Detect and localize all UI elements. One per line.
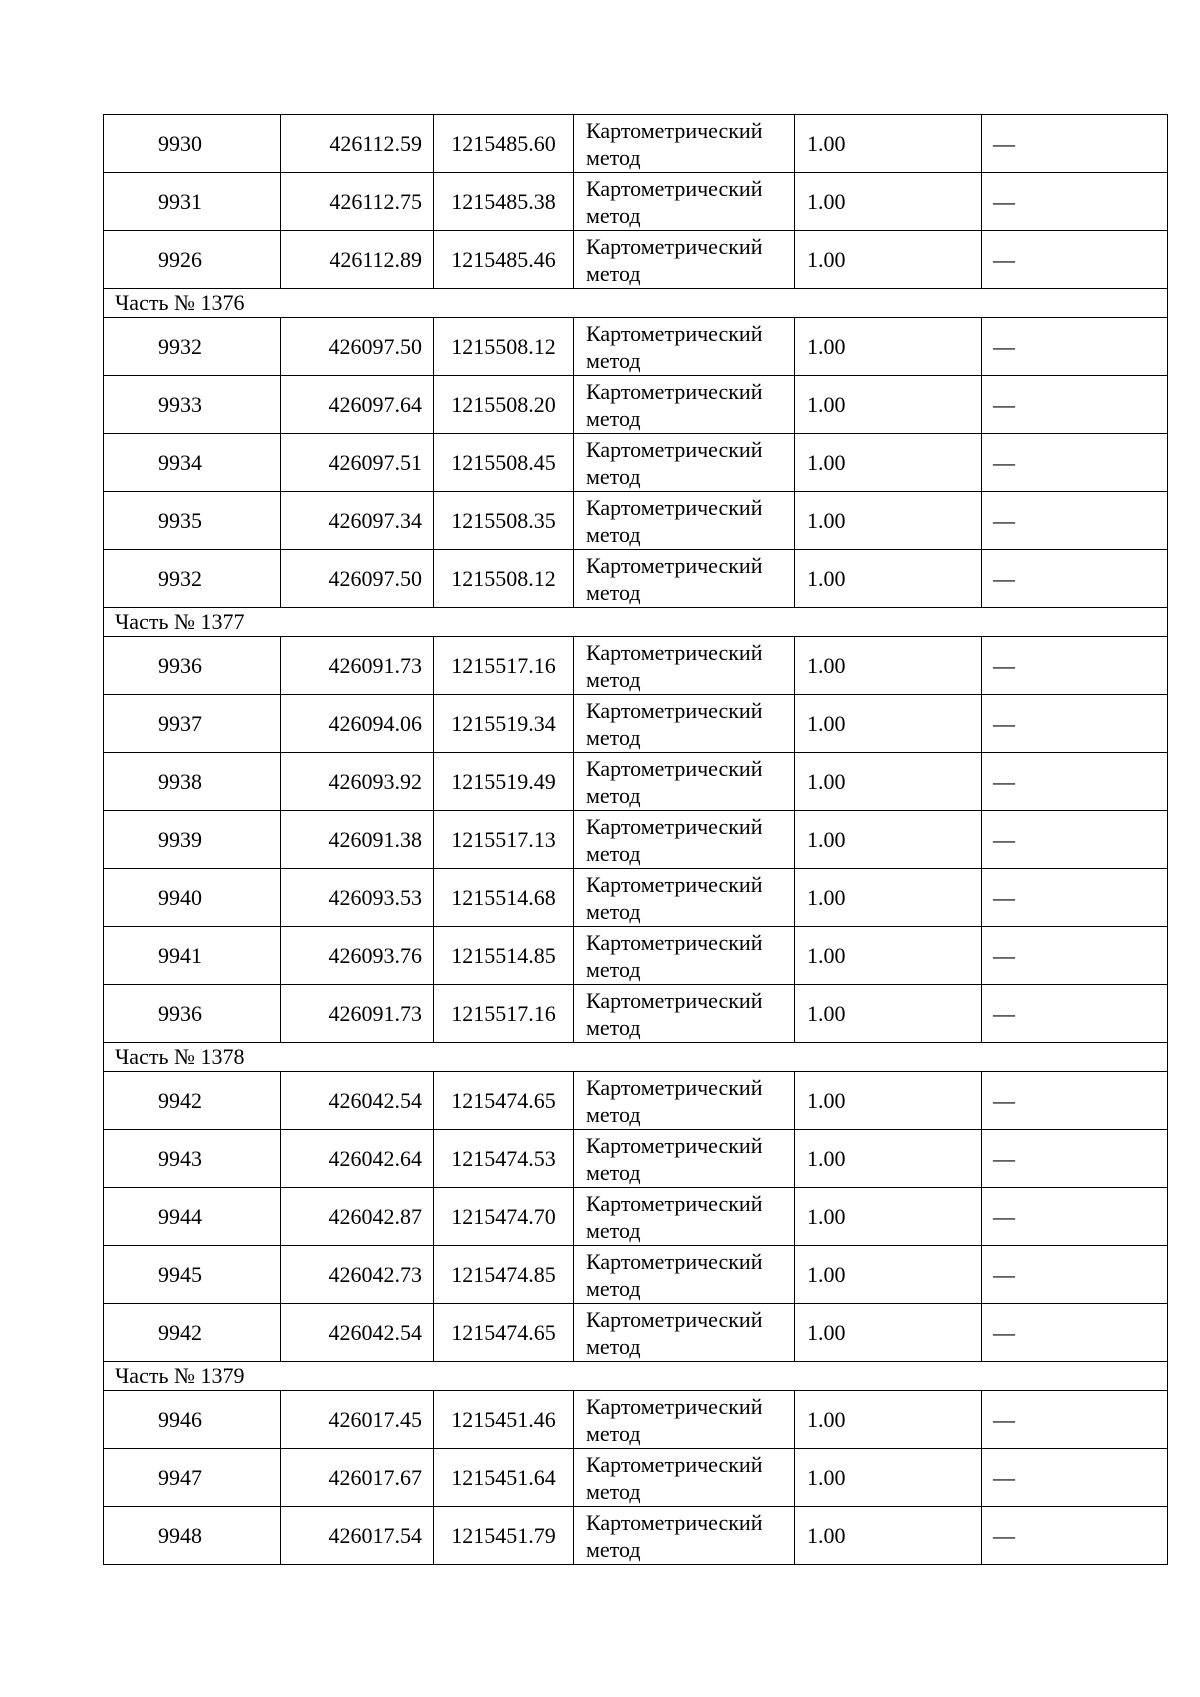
accuracy-cell: 1.00 xyxy=(795,376,982,434)
y-coordinate-cell: 1215508.12 xyxy=(434,318,574,376)
method-cell xyxy=(574,811,795,869)
table-row xyxy=(104,869,1168,927)
accuracy-cell: 1.00 xyxy=(795,492,982,550)
x-coordinate-cell: 426097.34 xyxy=(281,492,434,550)
y-coordinate-cell: 1215508.35 xyxy=(434,492,574,550)
description-cell: — xyxy=(982,985,1168,1043)
description-cell: — xyxy=(982,927,1168,985)
point-number-cell: 9944 xyxy=(104,1188,281,1246)
table-row xyxy=(104,985,1168,1043)
x-coordinate-cell: 426093.76 xyxy=(281,927,434,985)
method-line-1: Картометрический xyxy=(586,1190,763,1216)
method-line-1: Картометрический xyxy=(586,1451,763,1477)
method-line-1: Картометрический xyxy=(586,1074,763,1100)
table-row xyxy=(104,1188,1168,1246)
point-number-cell: 9937 xyxy=(104,695,281,753)
table-row xyxy=(104,318,1168,376)
table-row xyxy=(104,1304,1168,1362)
method-cell xyxy=(574,173,795,231)
method-line-2: метод xyxy=(586,260,641,286)
method-line-2: метод xyxy=(586,521,641,547)
section-title: Часть № 1378 xyxy=(104,1043,1168,1072)
method-line-1: Картометрический xyxy=(586,233,763,259)
point-number-cell: 9947 xyxy=(104,1449,281,1507)
y-coordinate-cell: 1215508.20 xyxy=(434,376,574,434)
description-cell: — xyxy=(982,695,1168,753)
description-cell: — xyxy=(982,811,1168,869)
accuracy-cell: 1.00 xyxy=(795,1246,982,1304)
method-line-1: Картометрический xyxy=(586,871,763,897)
method-cell xyxy=(574,492,795,550)
table-row xyxy=(104,1072,1168,1130)
y-coordinate-cell: 1215485.60 xyxy=(434,115,574,173)
description-cell: — xyxy=(982,1507,1168,1565)
method-cell xyxy=(574,434,795,492)
point-number-cell: 9946 xyxy=(104,1391,281,1449)
table-row xyxy=(104,550,1168,608)
point-number-cell: 9930 xyxy=(104,115,281,173)
section-title: Часть № 1377 xyxy=(104,608,1168,637)
y-coordinate-cell: 1215517.13 xyxy=(434,811,574,869)
method-cell xyxy=(574,985,795,1043)
method-line-2: метод xyxy=(586,840,641,866)
method-line-2: метод xyxy=(586,724,641,750)
table-row xyxy=(104,753,1168,811)
section-title: Часть № 1379 xyxy=(104,1362,1168,1391)
table-row xyxy=(104,1507,1168,1565)
method-cell xyxy=(574,115,795,173)
method-line-2: метод xyxy=(586,1275,641,1301)
table-row xyxy=(104,927,1168,985)
method-cell xyxy=(574,695,795,753)
method-cell xyxy=(574,376,795,434)
description-cell: — xyxy=(982,434,1168,492)
description-cell: — xyxy=(982,1246,1168,1304)
x-coordinate-cell: 426042.73 xyxy=(281,1246,434,1304)
method-line-1: Картометрический xyxy=(586,929,763,955)
method-cell xyxy=(574,550,795,608)
point-number-cell: 9940 xyxy=(104,869,281,927)
method-line-1: Картометрический xyxy=(586,175,763,201)
y-coordinate-cell: 1215485.46 xyxy=(434,231,574,289)
method-cell xyxy=(574,1507,795,1565)
accuracy-cell: 1.00 xyxy=(795,231,982,289)
method-line-2: метод xyxy=(586,1159,641,1185)
method-line-1: Картометрический xyxy=(586,697,763,723)
y-coordinate-cell: 1215514.85 xyxy=(434,927,574,985)
y-coordinate-cell: 1215514.68 xyxy=(434,869,574,927)
point-number-cell: 9931 xyxy=(104,173,281,231)
x-coordinate-cell: 426017.54 xyxy=(281,1507,434,1565)
method-cell xyxy=(574,1188,795,1246)
method-line-2: метод xyxy=(586,1014,641,1040)
description-cell: — xyxy=(982,753,1168,811)
method-line-2: метод xyxy=(586,347,641,373)
y-coordinate-cell: 1215485.38 xyxy=(434,173,574,231)
section-title: Часть № 1376 xyxy=(104,289,1168,318)
description-cell: — xyxy=(982,231,1168,289)
table-row xyxy=(104,811,1168,869)
x-coordinate-cell: 426042.54 xyxy=(281,1304,434,1362)
description-cell: — xyxy=(982,1130,1168,1188)
description-cell: — xyxy=(982,1072,1168,1130)
x-coordinate-cell: 426093.92 xyxy=(281,753,434,811)
method-cell xyxy=(574,1246,795,1304)
method-line-1: Картометрический xyxy=(586,813,763,839)
table-row xyxy=(104,115,1168,173)
point-number-cell: 9948 xyxy=(104,1507,281,1565)
method-line-2: метод xyxy=(586,1536,641,1562)
accuracy-cell: 1.00 xyxy=(795,811,982,869)
method-cell xyxy=(574,927,795,985)
point-number-cell: 9932 xyxy=(104,550,281,608)
x-coordinate-cell: 426097.50 xyxy=(281,550,434,608)
method-line-2: метод xyxy=(586,1333,641,1359)
point-number-cell: 9942 xyxy=(104,1304,281,1362)
method-cell xyxy=(574,1449,795,1507)
method-cell xyxy=(574,231,795,289)
section-header-row xyxy=(104,289,1168,318)
method-line-2: метод xyxy=(586,405,641,431)
table-row xyxy=(104,1391,1168,1449)
accuracy-cell: 1.00 xyxy=(795,1507,982,1565)
method-line-2: метод xyxy=(586,1217,641,1243)
method-line-1: Картометрический xyxy=(586,320,763,346)
y-coordinate-cell: 1215474.65 xyxy=(434,1304,574,1362)
y-coordinate-cell: 1215508.12 xyxy=(434,550,574,608)
accuracy-cell: 1.00 xyxy=(795,1072,982,1130)
accuracy-cell: 1.00 xyxy=(795,637,982,695)
method-line-1: Картометрический xyxy=(586,117,763,143)
accuracy-cell: 1.00 xyxy=(795,115,982,173)
description-cell: — xyxy=(982,376,1168,434)
point-number-cell: 9932 xyxy=(104,318,281,376)
x-coordinate-cell: 426091.73 xyxy=(281,985,434,1043)
method-cell xyxy=(574,1391,795,1449)
description-cell: — xyxy=(982,492,1168,550)
y-coordinate-cell: 1215474.53 xyxy=(434,1130,574,1188)
description-cell: — xyxy=(982,550,1168,608)
y-coordinate-cell: 1215519.34 xyxy=(434,695,574,753)
description-cell: — xyxy=(982,173,1168,231)
accuracy-cell: 1.00 xyxy=(795,173,982,231)
point-number-cell: 9934 xyxy=(104,434,281,492)
method-line-1: Картометрический xyxy=(586,987,763,1013)
method-line-1: Картометрический xyxy=(586,1393,763,1419)
description-cell: — xyxy=(982,1449,1168,1507)
table-row xyxy=(104,637,1168,695)
x-coordinate-cell: 426091.38 xyxy=(281,811,434,869)
x-coordinate-cell: 426097.51 xyxy=(281,434,434,492)
method-line-1: Картометрический xyxy=(586,1509,763,1535)
x-coordinate-cell: 426112.59 xyxy=(281,115,434,173)
y-coordinate-cell: 1215474.70 xyxy=(434,1188,574,1246)
table-row xyxy=(104,492,1168,550)
point-number-cell: 9941 xyxy=(104,927,281,985)
point-number-cell: 9939 xyxy=(104,811,281,869)
accuracy-cell: 1.00 xyxy=(795,927,982,985)
point-number-cell: 9936 xyxy=(104,637,281,695)
accuracy-cell: 1.00 xyxy=(795,1391,982,1449)
y-coordinate-cell: 1215474.85 xyxy=(434,1246,574,1304)
point-number-cell: 9938 xyxy=(104,753,281,811)
x-coordinate-cell: 426097.64 xyxy=(281,376,434,434)
method-line-1: Картометрический xyxy=(586,1248,763,1274)
section-header-row xyxy=(104,1362,1168,1391)
method-cell xyxy=(574,637,795,695)
description-cell: — xyxy=(982,1304,1168,1362)
coordinates-table xyxy=(103,114,1168,1565)
method-cell xyxy=(574,1072,795,1130)
method-line-1: Картометрический xyxy=(586,378,763,404)
x-coordinate-cell: 426097.50 xyxy=(281,318,434,376)
method-line-1: Картометрический xyxy=(586,755,763,781)
method-line-1: Картометрический xyxy=(586,639,763,665)
method-cell xyxy=(574,1130,795,1188)
method-line-1: Картометрический xyxy=(586,1132,763,1158)
x-coordinate-cell: 426093.53 xyxy=(281,869,434,927)
method-cell xyxy=(574,869,795,927)
y-coordinate-cell: 1215519.49 xyxy=(434,753,574,811)
method-line-2: метод xyxy=(586,782,641,808)
table-row xyxy=(104,1246,1168,1304)
table-row xyxy=(104,434,1168,492)
method-line-1: Картометрический xyxy=(586,436,763,462)
accuracy-cell: 1.00 xyxy=(795,753,982,811)
table-row xyxy=(104,231,1168,289)
x-coordinate-cell: 426042.64 xyxy=(281,1130,434,1188)
method-line-2: метод xyxy=(586,202,641,228)
y-coordinate-cell: 1215508.45 xyxy=(434,434,574,492)
method-cell xyxy=(574,753,795,811)
description-cell: — xyxy=(982,637,1168,695)
accuracy-cell: 1.00 xyxy=(795,1188,982,1246)
table-body xyxy=(104,115,1168,1565)
description-cell: — xyxy=(982,115,1168,173)
description-cell: — xyxy=(982,318,1168,376)
point-number-cell: 9935 xyxy=(104,492,281,550)
method-line-1: Картометрический xyxy=(586,1306,763,1332)
x-coordinate-cell: 426112.75 xyxy=(281,173,434,231)
x-coordinate-cell: 426017.67 xyxy=(281,1449,434,1507)
y-coordinate-cell: 1215451.64 xyxy=(434,1449,574,1507)
description-cell: — xyxy=(982,1188,1168,1246)
x-coordinate-cell: 426112.89 xyxy=(281,231,434,289)
point-number-cell: 9936 xyxy=(104,985,281,1043)
method-line-2: метод xyxy=(586,579,641,605)
method-line-1: Картометрический xyxy=(586,552,763,578)
method-line-2: метод xyxy=(586,1478,641,1504)
method-line-2: метод xyxy=(586,956,641,982)
method-line-2: метод xyxy=(586,463,641,489)
method-line-2: метод xyxy=(586,144,641,170)
x-coordinate-cell: 426091.73 xyxy=(281,637,434,695)
method-line-2: метод xyxy=(586,898,641,924)
point-number-cell: 9943 xyxy=(104,1130,281,1188)
accuracy-cell: 1.00 xyxy=(795,550,982,608)
accuracy-cell: 1.00 xyxy=(795,985,982,1043)
accuracy-cell: 1.00 xyxy=(795,1130,982,1188)
x-coordinate-cell: 426094.06 xyxy=(281,695,434,753)
y-coordinate-cell: 1215517.16 xyxy=(434,985,574,1043)
accuracy-cell: 1.00 xyxy=(795,434,982,492)
method-cell xyxy=(574,1304,795,1362)
x-coordinate-cell: 426042.54 xyxy=(281,1072,434,1130)
description-cell: — xyxy=(982,869,1168,927)
y-coordinate-cell: 1215474.65 xyxy=(434,1072,574,1130)
table-row xyxy=(104,695,1168,753)
table-row xyxy=(104,376,1168,434)
table-row xyxy=(104,173,1168,231)
point-number-cell: 9942 xyxy=(104,1072,281,1130)
table-row xyxy=(104,1449,1168,1507)
y-coordinate-cell: 1215451.79 xyxy=(434,1507,574,1565)
y-coordinate-cell: 1215517.16 xyxy=(434,637,574,695)
x-coordinate-cell: 426017.45 xyxy=(281,1391,434,1449)
accuracy-cell: 1.00 xyxy=(795,1304,982,1362)
accuracy-cell: 1.00 xyxy=(795,1449,982,1507)
method-line-1: Картометрический xyxy=(586,494,763,520)
table-row xyxy=(104,1130,1168,1188)
accuracy-cell: 1.00 xyxy=(795,869,982,927)
point-number-cell: 9933 xyxy=(104,376,281,434)
point-number-cell: 9926 xyxy=(104,231,281,289)
point-number-cell: 9945 xyxy=(104,1246,281,1304)
method-line-2: метод xyxy=(586,666,641,692)
x-coordinate-cell: 426042.87 xyxy=(281,1188,434,1246)
section-header-row xyxy=(104,608,1168,637)
section-header-row xyxy=(104,1043,1168,1072)
accuracy-cell: 1.00 xyxy=(795,695,982,753)
method-line-2: метод xyxy=(586,1420,641,1446)
method-cell xyxy=(574,318,795,376)
y-coordinate-cell: 1215451.46 xyxy=(434,1391,574,1449)
accuracy-cell: 1.00 xyxy=(795,318,982,376)
method-line-2: метод xyxy=(586,1101,641,1127)
description-cell: — xyxy=(982,1391,1168,1449)
